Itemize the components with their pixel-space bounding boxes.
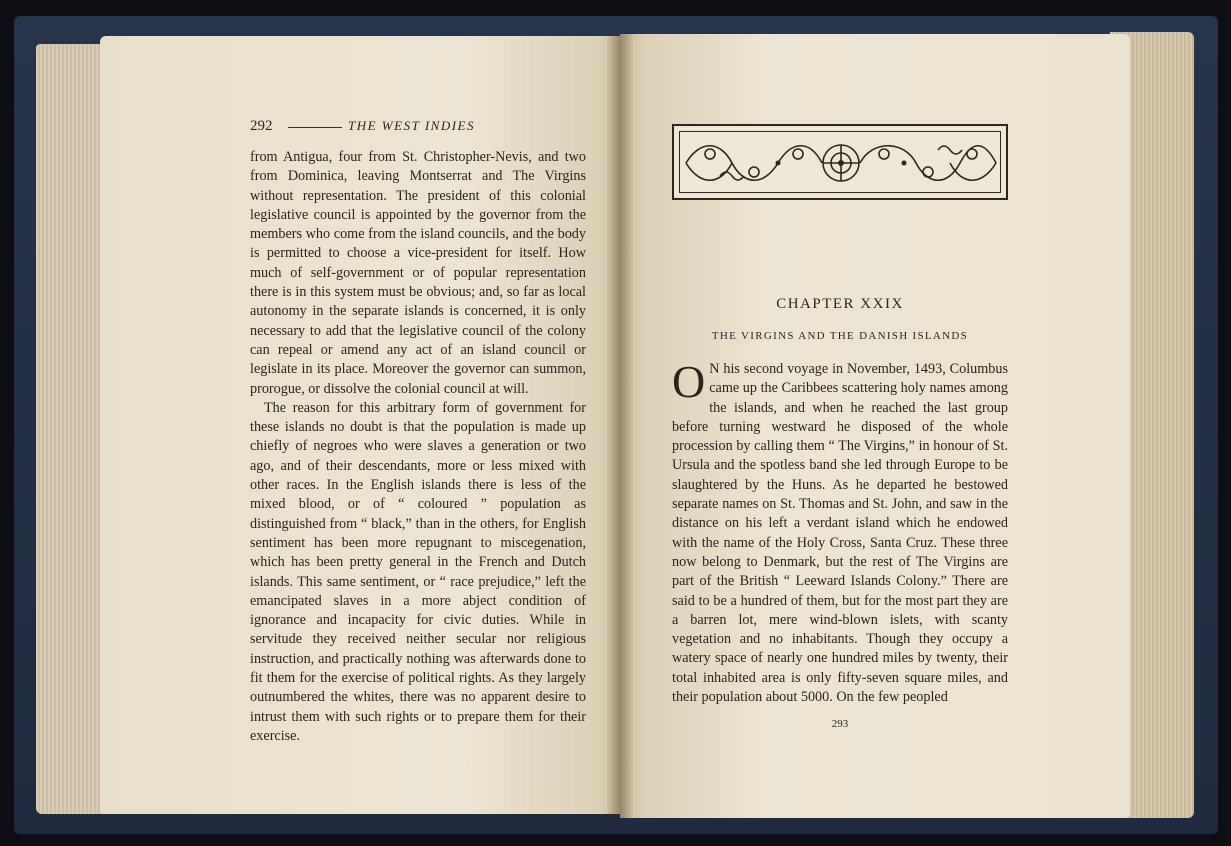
right-text-column (672, 356, 1008, 707)
paragraph: from Antigua, four from St. Christopher-Nevis, and two from Dominica, leaving Montserrat and The Virgins without representation. The president of this colonial legislative council is appointed by the governor from the members who come from the island councils, and the body is permitted to choose a vice-president for itself. How much of self-government or of popular representation there is in this system must be obvious; and, so far as local autonomy in the separate islands is concerned, it is only necessary to add that the legislative council of the colony can repeal or amend any act of an island council or legislate in its place. Moreover the governor can summon, prorogue, or dissolve the colonial council at will. (250, 149, 586, 397)
chapter-opening-text: N his second voyage in November, 1493, Columbus came up the Caribbees scattering holy names among the islands, and when he reached the last group before turning westward he disposed of the whole procession by calling them “ The Virgins,” in honour of St. Ursula and the spotless band she led through Europe to be slaughtered by the Huns. As he departed he bestowed separate names on St. Thomas and St. John, and saw in the distance on his left a verdant island which he endowed with the name of the Holy Cross, Santa Cruz. These three now belong to Denmark, but the rest of The Virgins are part of the British “ Leeward Islands Colony.” There are said to be a hundred of them, but for the most part they are a barren lot, mere wind-blown islets, with scanty vegetation and no inhabitants. Though they occupy a watery space of nearly one hundred miles by twenty, their total inhabited area is only fifty-seven square miles, and their population about 5000. On the few peopled (672, 361, 1008, 706)
running-head-left (250, 118, 590, 138)
ornament-inner-frame (679, 131, 1001, 193)
left-text-column (250, 148, 586, 746)
scrollwork-ornament-icon (680, 132, 1002, 194)
chapter-head-ornament (672, 124, 1008, 200)
page-number-right: 293 (831, 718, 849, 730)
paragraph: The reason for this arbitrary form of government for these islands no doubt is that the population is made up chiefly of negroes who were slaves a generation or two ago, and of their descendants, more or less mixed with other races. In the English islands there is less of the mixed blood, or of “ coloured ” population as distinguished from “ black,” than in the others, for English sentiment has been more repugnant to miscegenation, which has been pretty general in the French and Dutch islands. This same sentiment, or “ race prejudice,” left the emancipated slaves in a more abject condition of ignorance and incapacity for civic duties. While in servitude they received neither secular nor religious instruction, and practically nothing was afterwards done to fit them for the exercise of political rights. As they largely outnumbered the whites, there was no apparent desire to intrust them with such rights or to prepare them for their exercise. (250, 399, 586, 744)
book-gutter (606, 34, 634, 818)
header-rule (288, 127, 342, 128)
chapter-number: CHAPTER XXIX (776, 296, 904, 312)
drop-cap: O (672, 356, 706, 407)
running-head-title: THE WEST INDIES (348, 118, 475, 133)
chapter-title: THE VIRGINS AND THE DANISH ISLANDS (711, 330, 969, 342)
page-number-left: 292 (250, 118, 273, 134)
